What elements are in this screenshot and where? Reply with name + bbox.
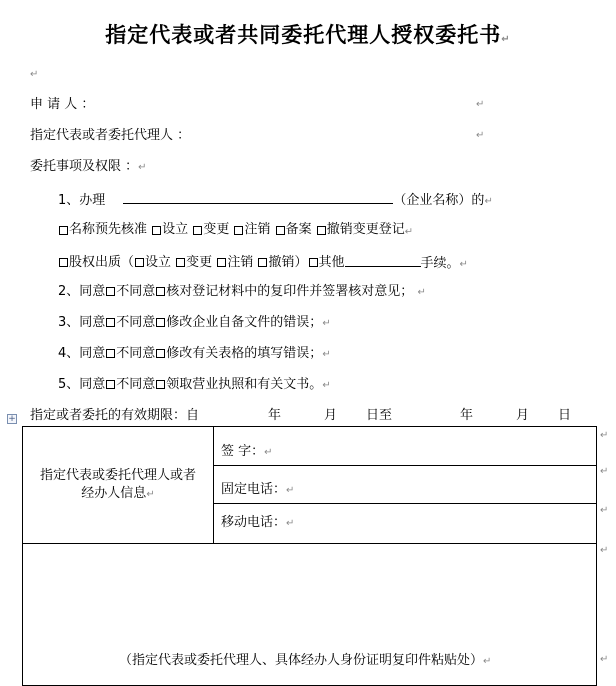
checkbox-establish[interactable]: 设立 bbox=[151, 222, 188, 238]
company-name-field[interactable] bbox=[123, 190, 393, 204]
checkbox-pledge-establish[interactable]: 设立 bbox=[134, 255, 171, 271]
consent-item-4: 4、同意 不同意 修改有关表格的填写错误；↵ bbox=[58, 346, 331, 361]
agent-info-label-line2: 经办人信息 bbox=[81, 485, 147, 501]
document-title bbox=[0, 20, 616, 55]
paragraph-mark: ↵ bbox=[30, 69, 39, 80]
checkbox-box[interactable] bbox=[193, 226, 202, 235]
procedure-suffix: 手续。 bbox=[420, 256, 460, 271]
applicant-label: 申 请 人 ： bbox=[30, 97, 95, 112]
paragraph-mark: ↵ bbox=[501, 34, 511, 45]
other-field[interactable] bbox=[345, 253, 421, 267]
scope-label: 委托事项及权限 ： bbox=[30, 159, 139, 174]
item1-line bbox=[58, 190, 493, 210]
checkbox-box[interactable] bbox=[309, 258, 318, 267]
validity-month: 月 bbox=[324, 408, 338, 423]
checkbox-pledge-revoke[interactable]: 撤销） bbox=[257, 255, 307, 271]
validity-label: 指定或者委托的有效期限：自 bbox=[30, 408, 200, 423]
landline-cell[interactable]: 固定电话：↵ bbox=[221, 482, 295, 497]
agree-checkbox[interactable] bbox=[106, 287, 115, 296]
paragraph-mark: ↵ bbox=[484, 196, 493, 207]
paragraph-mark: ↵ bbox=[404, 226, 414, 238]
item1-prefix: 1、办理 bbox=[58, 193, 106, 208]
row-end-mark: ↵ bbox=[600, 430, 609, 441]
checkbox-box[interactable] bbox=[217, 258, 226, 267]
checkbox-equity-pledge[interactable]: 股权出质（ bbox=[58, 255, 134, 271]
checkbox-box[interactable] bbox=[176, 258, 185, 267]
id-copy-note: （指定代表或委托代理人、具体经办人身份证明复印件粘贴处） bbox=[119, 653, 484, 668]
paragraph-mark: ↵ bbox=[322, 380, 331, 391]
title-text: 指定代表或者共同委托代理人授权委托书 bbox=[105, 23, 502, 47]
paragraph-mark: ↵ bbox=[476, 99, 485, 110]
checkbox-row-1 bbox=[58, 222, 413, 241]
consent-item-2: 2、同意 不同意 核对登记材料中的复印件并签署核对意见； ↵ bbox=[58, 284, 426, 299]
validity-year-end: 年 bbox=[460, 408, 474, 423]
validity-month-end: 月 bbox=[516, 408, 530, 423]
agent-info-label-line1: 指定代表或委托代理人或者 bbox=[39, 467, 196, 483]
checkbox-box[interactable] bbox=[152, 226, 161, 235]
consent-item-5: 5、同意 不同意 领取营业执照和有关文书。↵ bbox=[58, 377, 331, 392]
scope-line bbox=[30, 159, 147, 176]
validity-day-end: 日 bbox=[558, 408, 572, 423]
checkbox-revoke-change[interactable]: 撤销变更登记 bbox=[316, 222, 405, 238]
row-end-mark: ↵ bbox=[600, 466, 609, 477]
checkbox-box[interactable] bbox=[276, 226, 285, 235]
checkbox-row-2 bbox=[58, 253, 468, 273]
agent-info-table bbox=[22, 426, 597, 686]
validity-line bbox=[30, 408, 199, 424]
paragraph-mark: ↵ bbox=[322, 318, 331, 329]
checkbox-box[interactable] bbox=[317, 226, 326, 235]
row-end-mark: ↵ bbox=[600, 654, 609, 665]
checkbox-pledge-cancel[interactable]: 注销 bbox=[216, 255, 253, 271]
table-move-handle-icon[interactable]: + bbox=[8, 414, 16, 424]
validity-year: 年 bbox=[268, 408, 282, 423]
agree-checkbox[interactable] bbox=[106, 318, 115, 327]
signature-label: 签 字： bbox=[221, 444, 265, 459]
paragraph-mark: ↵ bbox=[417, 287, 426, 298]
disagree-checkbox[interactable] bbox=[156, 287, 165, 296]
checkbox-box[interactable] bbox=[234, 226, 243, 235]
id-copy-paste-area[interactable]: （指定代表或委托代理人、具体经办人身份证明复印件粘贴处）↵ bbox=[119, 653, 492, 668]
agree-checkbox[interactable] bbox=[106, 380, 115, 389]
mobile-label: 移动电话： bbox=[221, 515, 287, 530]
signature-cell[interactable]: 签 字：↵ bbox=[221, 444, 273, 459]
table-divider bbox=[23, 543, 596, 544]
paragraph-mark: ↵ bbox=[322, 349, 331, 360]
mobile-cell[interactable]: 移动电话：↵ bbox=[221, 515, 295, 530]
table-divider bbox=[213, 427, 214, 543]
agent-info-label-cell: 指定代表或委托代理人或者 经办人信息↵ bbox=[39, 467, 196, 501]
checkbox-pledge-change[interactable]: 变更 bbox=[175, 255, 212, 271]
checkbox-box[interactable] bbox=[59, 226, 68, 235]
validity-day-to: 日至 bbox=[366, 408, 393, 423]
checkbox-cancel[interactable]: 注销 bbox=[233, 222, 270, 238]
checkbox-record[interactable]: 备案 bbox=[275, 222, 312, 238]
row-end-mark: ↵ bbox=[600, 545, 609, 556]
consent-item-3: 3、同意 不同意 修改企业自备文件的错误；↵ bbox=[58, 315, 331, 330]
company-suffix: （企业名称）的 bbox=[393, 193, 485, 208]
paragraph-mark: ↵ bbox=[459, 259, 468, 270]
paragraph-mark: ↵ bbox=[138, 162, 147, 173]
row-end-mark: ↵ bbox=[600, 505, 609, 516]
disagree-checkbox[interactable] bbox=[156, 380, 165, 389]
checkbox-box[interactable] bbox=[258, 258, 267, 267]
table-divider bbox=[213, 465, 596, 466]
paragraph-mark: ↵ bbox=[476, 130, 485, 141]
checkbox-other[interactable]: 其他 bbox=[308, 255, 345, 271]
landline-label: 固定电话： bbox=[221, 482, 287, 497]
disagree-checkbox[interactable] bbox=[156, 318, 165, 327]
empty-line bbox=[30, 66, 38, 83]
checkbox-box[interactable] bbox=[135, 258, 144, 267]
agent-line bbox=[30, 128, 190, 144]
checkbox-box[interactable] bbox=[59, 258, 68, 267]
table-divider bbox=[213, 503, 596, 504]
checkbox-name-approval[interactable]: 名称预先核准 bbox=[58, 222, 147, 238]
applicant-line bbox=[30, 97, 94, 113]
agent-label: 指定代表或者委托代理人 ： bbox=[30, 128, 191, 143]
agree-checkbox[interactable] bbox=[106, 349, 115, 358]
checkbox-change[interactable]: 变更 bbox=[192, 222, 229, 238]
disagree-checkbox[interactable] bbox=[156, 349, 165, 358]
